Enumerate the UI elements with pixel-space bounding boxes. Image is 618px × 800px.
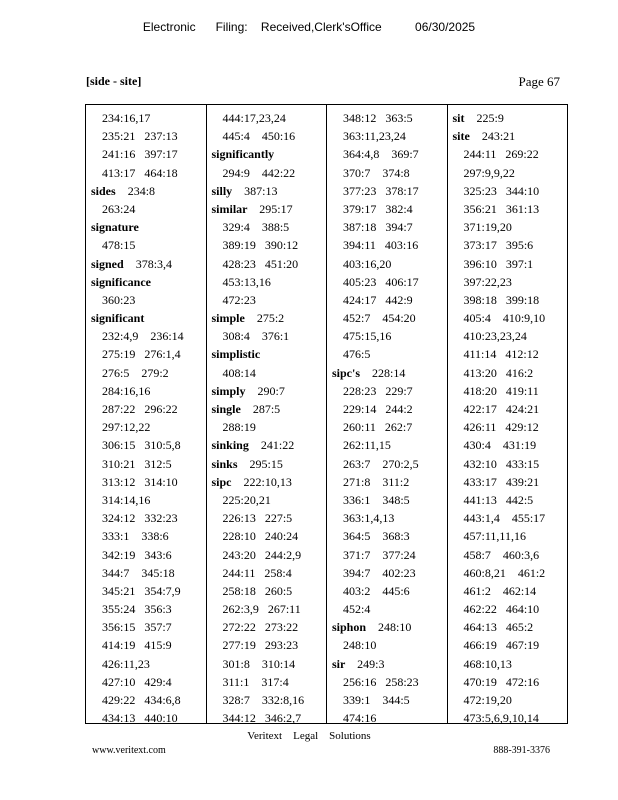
index-refs-line: 235:21 237:13 [102, 129, 178, 144]
index-refs-line: 405:4 410:9,10 [463, 311, 546, 326]
index-refs-line: 464:13 465:2 [463, 620, 534, 635]
index-refs-line: 379:17 382:4 [343, 201, 413, 216]
index-refs-line: 275:19 276:1,4 [102, 347, 181, 362]
index-refs-line: 226:13 227:5 [222, 511, 293, 526]
index-refs-line: 248:10 [343, 638, 377, 653]
index-term-refs: 225:9 [476, 111, 504, 125]
index-refs-line: 403:16,20 [343, 256, 392, 271]
index-refs-line: 468:10,13 [463, 656, 512, 671]
index-refs-line: 277:19 293:23 [222, 638, 299, 653]
index-refs-line: 336:1 348:5 [343, 492, 410, 507]
index-refs-line: 452:7 454:20 [343, 311, 416, 326]
index-refs-line: 324:12 332:23 [102, 511, 178, 526]
index-term [211, 182, 327, 200]
index-refs-line: 306:15 310:5,8 [102, 438, 181, 453]
word-index-table [85, 104, 568, 724]
index-refs-line: 272:22 273:22 [222, 620, 299, 635]
index-refs-line: 444:17,23,24 [222, 111, 286, 125]
index-term-refs: 228:14 [372, 365, 406, 380]
page-number: Page 67 [518, 74, 560, 89]
index-term [331, 364, 447, 382]
index-refs-line: 389:19 390:12 [222, 238, 299, 253]
index-term-refs: 249:3 [357, 656, 385, 671]
index-term [331, 655, 447, 673]
index-refs-line: 405:23 406:17 [343, 274, 419, 289]
index-refs-line: 426:11,23 [102, 656, 150, 671]
index-refs-line: 403:2 445:6 [343, 583, 410, 598]
index-refs-line: 472:23 [222, 292, 256, 307]
index-refs-line: 356:15 357:7 [102, 620, 172, 635]
footer-company: Veritext Legal Solutions [247, 730, 371, 742]
index-refs-line: 410:23,23,24 [463, 329, 527, 344]
index-range: [side - site] [86, 74, 142, 88]
index-term [211, 436, 327, 454]
index-term-word: site [452, 129, 470, 144]
index-refs-line: 360:23 [102, 292, 136, 307]
index-refs-line: 371:7 377:24 [343, 547, 416, 562]
index-refs-line: 470:19 472:16 [463, 674, 540, 689]
index-refs-line: 228:23 229:7 [343, 383, 413, 398]
index-term-refs: 243:21 [481, 129, 516, 144]
index-term [90, 273, 206, 291]
index-refs-line: 428:23 451:20 [222, 256, 299, 271]
index-refs-line: 462:22 464:10 [463, 602, 540, 617]
index-term [211, 473, 327, 491]
index-term-word: significantly [211, 147, 275, 162]
index-term [211, 345, 327, 363]
index-refs-line: 311:1 317:4 [222, 674, 289, 689]
index-refs-line: 256:16 258:23 [343, 674, 419, 689]
index-refs-line: 408:14 [222, 365, 256, 380]
index-refs-line: 232:4,9 236:14 [102, 329, 184, 344]
index-refs-line: 397:22,23 [463, 274, 512, 289]
index-refs-line: 433:17 439:21 [463, 474, 540, 489]
index-refs-line: 333:1 338:6 [102, 529, 169, 544]
index-refs-line: 325:23 344:10 [463, 183, 540, 198]
index-refs-line: 244:11 269:22 [463, 147, 539, 162]
index-refs-line: 394:7 402:23 [343, 565, 416, 580]
index-refs-line: 413:17 464:18 [102, 165, 178, 180]
index-refs-line: 441:13 442:5 [463, 492, 534, 507]
index-term [90, 255, 206, 273]
index-refs-line: 297:12,22 [102, 420, 151, 435]
index-refs-line: 457:11,11,16 [463, 529, 526, 544]
index-term-word: simple [211, 311, 245, 326]
index-refs-line: 345:21 354:7,9 [102, 583, 181, 598]
index-refs-line: 328:7 332:8,16 [222, 693, 305, 707]
index-refs-line: 310:21 312:5 [102, 456, 172, 471]
index-refs-line: 387:18 394:7 [343, 220, 413, 235]
index-term-word: signature [91, 220, 139, 235]
index-term-refs: 275:2 [256, 311, 285, 326]
index-refs-line: 263:7 270:2,5 [343, 456, 419, 471]
index-refs-line: 472:19,20 [463, 693, 512, 707]
index-refs-line: 453:13,16 [222, 274, 271, 289]
index-refs-line: 373:17 395:6 [463, 238, 534, 253]
index-term-word: simplistic [211, 347, 261, 362]
index-refs-line: 398:18 399:18 [463, 292, 540, 307]
index-refs-line: 287:22 296:22 [102, 402, 178, 416]
index-term-refs: 241:22 [260, 438, 295, 453]
index-refs-line: 413:20 416:2 [463, 365, 534, 380]
index-refs-line: 422:17 424:21 [463, 402, 540, 416]
index-term [90, 309, 206, 327]
index-refs-line: 466:19 467:19 [463, 638, 540, 653]
index-term [452, 127, 568, 145]
index-refs-line: 244:11 258:4 [222, 565, 292, 580]
index-term-word: sipc's [332, 365, 361, 380]
index-refs-line: 258:18 260:5 [222, 583, 293, 598]
index-term-word: simply [211, 383, 246, 398]
index-column-2 [207, 105, 328, 726]
index-refs-line: 308:4 376:1 [222, 329, 290, 344]
index-refs-line: 342:19 343:6 [102, 547, 172, 562]
index-refs-line: 234:16,17 [102, 111, 151, 125]
index-refs-line: 478:15 [102, 238, 136, 253]
index-refs-line: 284:16,16 [102, 383, 151, 398]
index-refs-line: 414:19 415:9 [102, 638, 172, 653]
index-refs-line: 301:8 310:14 [222, 656, 296, 671]
index-term-refs: 222:10,13 [243, 474, 292, 489]
index-refs-line: 356:21 361:13 [463, 201, 540, 216]
index-refs-line: 443:1,4 455:17 [463, 511, 546, 526]
index-refs-line: 418:20 419:11 [463, 383, 539, 398]
index-term-refs: 387:13 [244, 183, 278, 198]
index-term-refs: 378:3,4 [135, 256, 173, 271]
index-term-word: silly [211, 183, 233, 198]
index-term-refs: 248:10 [378, 620, 412, 635]
index-refs-line: 329:4 388:5 [222, 220, 290, 235]
index-refs-line: 427:10 429:4 [102, 674, 172, 689]
index-refs-line: 396:10 397:1 [463, 256, 534, 271]
index-refs-line: 458:7 460:3,6 [463, 547, 540, 562]
index-refs-line: 276:5 279:2 [102, 365, 169, 380]
index-refs-line: 434:13 440:10 [102, 711, 178, 726]
index-refs-line: 355:24 356:3 [102, 602, 172, 617]
index-term [452, 109, 568, 127]
index-term [211, 400, 327, 418]
index-term [211, 382, 327, 400]
index-refs-line: 411:14 412:12 [463, 347, 539, 362]
index-refs-line: 263:24 [102, 201, 136, 216]
index-refs-line: 344:7 345:18 [102, 565, 175, 580]
index-refs-line: 294:9 442:22 [222, 165, 296, 180]
index-term [211, 309, 327, 327]
index-refs-line: 370:7 374:8 [343, 165, 410, 180]
index-refs-line: 262:11,15 [343, 438, 391, 453]
index-refs-line: 371:19,20 [463, 220, 512, 235]
index-term [211, 455, 327, 473]
index-refs-line: 229:14 244:2 [343, 402, 413, 416]
index-refs-line: 460:8,21 461:2 [463, 565, 546, 580]
index-column-1 [86, 105, 207, 726]
index-term-word: sipc [211, 474, 232, 489]
index-refs-line: 314:14,16 [102, 492, 151, 507]
index-refs-line: 344:12 346:2,7 [222, 711, 302, 726]
index-term-refs: 295:17 [259, 201, 293, 216]
index-refs-line: 394:11 403:16 [343, 238, 419, 253]
index-column-3 [327, 105, 448, 726]
index-refs-line: 297:9,9,22 [463, 165, 515, 180]
index-refs-line: 475:15,16 [343, 329, 392, 344]
index-refs-line: 313:12 314:10 [102, 474, 178, 489]
index-term-word: sinking [211, 438, 249, 453]
index-refs-line: 260:11 262:7 [343, 420, 413, 435]
index-refs-line: 474:16 [343, 711, 377, 726]
index-refs-line: 429:22 434:6,8 [102, 693, 181, 707]
index-refs-line: 339:1 344:5 [343, 693, 410, 707]
footer-phone: 888-391-3376 [493, 745, 550, 756]
index-refs-line: 473:5,6,9,10,14 [463, 711, 539, 726]
index-refs-line: 288:19 [222, 420, 256, 435]
index-refs-line: 225:20,21 [222, 492, 271, 507]
index-refs-line: 432:10 433:15 [463, 456, 540, 471]
index-term-word: sit [452, 111, 465, 125]
index-term [90, 182, 206, 200]
index-refs-line: 241:16 397:17 [102, 147, 178, 162]
index-refs-line: 461:2 462:14 [463, 583, 537, 598]
footer-website: www.veritext.com [92, 745, 166, 756]
index-refs-line: 243:20 244:2,9 [222, 547, 302, 562]
index-refs-line: 364:5 368:3 [343, 529, 410, 544]
index-refs-line: 364:4,8 369:7 [343, 147, 419, 162]
index-refs-line: 424:17 442:9 [343, 292, 413, 307]
index-term-word: siphon [332, 620, 367, 635]
index-refs-line: 228:10 240:24 [222, 529, 299, 544]
index-term [211, 145, 327, 163]
index-refs-line: 363:1,4,13 [343, 511, 395, 526]
index-column-4 [448, 105, 568, 726]
index-refs-line: 426:11 429:12 [463, 420, 539, 435]
index-term-word: single [211, 402, 241, 416]
index-term-word: sides [91, 183, 116, 198]
index-refs-line: 430:4 431:19 [463, 438, 537, 453]
filing-stamp: Electronic Filing: Received,Clerk'sOffice 06/30/2025 [142, 20, 476, 34]
index-term-word: signed [91, 256, 124, 271]
index-term-word: similar [211, 201, 248, 216]
index-term [211, 200, 327, 218]
index-refs-line: 271:8 311:2 [343, 474, 410, 489]
index-term-refs: 287:5 [252, 402, 281, 416]
index-refs-line: 452:4 [343, 602, 371, 617]
index-term-word: sinks [211, 456, 238, 471]
index-term-word: significant [91, 311, 145, 326]
index-term-word: significance [91, 274, 151, 289]
index-term-word: sir [332, 656, 346, 671]
index-term-refs: 234:8 [127, 183, 156, 198]
index-refs-line: 348:12 363:5 [343, 111, 413, 125]
index-term-refs: 290:7 [257, 383, 285, 398]
index-term-refs: 295:15 [249, 456, 283, 471]
index-refs-line: 363:11,23,24 [343, 129, 406, 144]
index-term [90, 218, 206, 236]
index-term [331, 618, 447, 636]
index-refs-line: 377:23 378:17 [343, 183, 419, 198]
index-refs-line: 476:5 [343, 347, 371, 362]
index-refs-line: 262:3,9 267:11 [222, 602, 301, 617]
index-refs-line: 445:4 450:16 [222, 129, 296, 144]
